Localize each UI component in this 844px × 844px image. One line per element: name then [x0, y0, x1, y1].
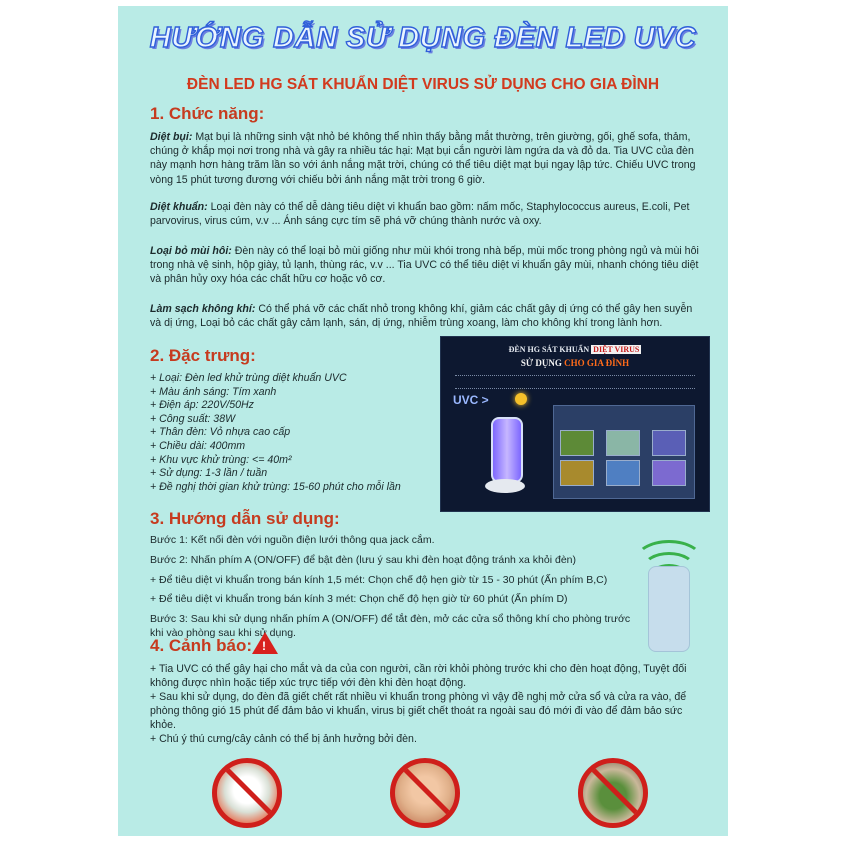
product-promo-image — [440, 336, 710, 512]
germ-icon — [560, 460, 594, 486]
germ-icon — [606, 460, 640, 486]
section1-heading: 1. Chức năng: — [150, 104, 265, 123]
lamp-base — [485, 479, 525, 493]
lamp-tube — [491, 417, 523, 483]
item-text: Mạt bụi là những sinh vật nhỏ bé không thể nhìn thấy bằng mắt thường, trên giường, gối, ghế sofa, thảm, chúng ở khắp mọi nơi trong nhà và gây ra nhiều tác hại: Mạt bụi cắn người làm ngứa da và đỏ da. Tia UVC của đèn này mạnh hơn hàng trăm lần so với ánh nắng mặt trời, chúng có thể tiêu diệt mạt bụi ngay lập tức. Chiếu UVC trong vòng 15 phút tương đương với chiếu bởi ánh nắng mặt trời trong 6 giờ. — [150, 131, 696, 186]
sun-icon — [515, 393, 527, 405]
warning-item: + Sau khi sử dụng, do đèn đã giết chết rất nhiều vi khuẩn trong phòng vì vậy đề nghị mở cửa sổ và cửa ra vào, để phòng thông gió 15 phút để đảm bảo vi khuẩn, virus bị giết chết thoát ra ngoài sau đó mới đi vào để đảm bảo sức khỏe. — [150, 691, 687, 731]
no-pets-icon — [212, 758, 282, 828]
spec-item: + Thân đèn: Vỏ nhựa cao cấp — [150, 426, 291, 439]
promo-uvc-label: UVC > — [453, 393, 489, 407]
item-text: Có thể phá vỡ các chất nhỏ trong không khí, giảm các chất gây dị ứng có thể gây hen suyễn và dị ứng, Loại bỏ các chất gây cảm lạnh, sán, dị ứng, nhiễm trùng xoang, làm cho không khí trong lành hơn. — [150, 303, 693, 330]
usage-step: + Để tiêu diệt vi khuẩn trong bán kính 3 mét: Chọn chế độ hẹn giờ từ 60 phút (Ấn phím D) — [150, 593, 568, 606]
promo-line2-b: CHO GIA ĐÌNH — [564, 358, 630, 368]
germ-icon — [652, 460, 686, 486]
promo-line2 — [441, 358, 709, 368]
usage-step: Bước 2: Nhấn phím A (ON/OFF) để bật đèn (lưu ý sau khi đèn hoạt động tránh xa khỏi đèn) — [150, 553, 577, 566]
spec-item: + Chiều dài: 400mm — [150, 439, 246, 452]
section1-item-odor — [150, 244, 706, 287]
spec-item: + Sử dụng: 1-3 lần / tuần — [150, 467, 268, 480]
instruction-poster — [118, 6, 728, 836]
promo-line1 — [441, 345, 709, 354]
promo-line1-a: ĐÈN HG SÁT KHUẨN — [508, 345, 590, 354]
section1-item-air — [150, 302, 706, 330]
warning-item: + Chú ý thú cưng/cây cảnh có thể bị ảnh hưởng bởi đèn. — [150, 733, 417, 745]
section3-heading: 3. Hướng dẫn sử dụng: — [150, 509, 340, 528]
promo-fine-print — [455, 375, 695, 389]
no-baby-icon — [390, 758, 460, 828]
item-label: Làm sạch không khí: — [150, 303, 256, 315]
usage-step: Bước 3: Sau khi sử dụng nhấn phím A (ON/OFF) để tắt đèn, mở các cửa sổ thông khí cho phòng trước khi vào phòng sau khi sử dụng. — [150, 613, 631, 639]
item-label: Diệt khuẩn: — [150, 201, 208, 213]
usage-step: Bước 1: Kết nối đèn với nguồn điện lưới thông qua jack cắm. — [150, 534, 435, 546]
warning-list — [150, 662, 706, 746]
item-label: Diệt bụi: — [150, 131, 193, 143]
warning-item: + Tia UVC có thể gây hại cho mắt và da của con người, cần rời khỏi phòng trước khi cho đèn hoạt động, Tuyệt đối không được nhìn hoặc tiếp xúc trực tiếp với đèn khi đèn hoạt động. — [150, 663, 687, 689]
remote-control-icon — [648, 566, 690, 652]
germ-icon — [560, 430, 594, 456]
spec-item: + Điện áp: 220V/50Hz — [150, 399, 254, 412]
promo-line2-a: SỬ DỤNG — [520, 358, 562, 368]
germ-icon — [652, 430, 686, 456]
spec-item: + Khu vực khử trùng: <= 40m² — [150, 453, 292, 466]
spec-item: + Đề nghị thời gian khử trùng: 15-60 phút cho mỗi lần — [150, 480, 401, 493]
no-plants-icon — [578, 758, 648, 828]
spec-item: + Công suất: 38W — [150, 412, 236, 425]
usage-steps — [150, 534, 720, 647]
germ-icon — [606, 430, 640, 456]
item-label: Loại bỏ mùi hôi: — [150, 245, 232, 257]
section1-item-bacteria — [150, 200, 706, 228]
promo-line1-b: DIỆT VIRUS — [593, 345, 640, 354]
section2-heading: 2. Đặc trưng: — [150, 346, 256, 365]
item-text: Đèn này có thể loại bỏ mùi giống như mùi khói trong nhà bếp, mùi mốc trong phòng ngủ và mùi hôi trong nhà vệ sinh, hộp giày, tủ lạnh, thùng rác, v.v ... Tia UVC có thể tiêu diệt vi khuẩn gây mùi, nhanh chóng tiêu diệt và phân hủy oxy hóa các chất hữu cơ hoặc vô cơ. — [150, 245, 699, 286]
spec-list — [150, 372, 401, 494]
poster-subtitle: ĐÈN LED HG SÁT KHUẨN DIỆT VIRUS SỬ DỤNG CHO GIA ĐÌNH — [186, 76, 660, 93]
germ-grid-card — [553, 405, 695, 499]
section1-item-dust — [150, 130, 706, 187]
item-text: Loại đèn này có thể dễ dàng tiêu diệt vi khuẩn bao gồm: nấm mốc, Staphylococcus aureus, E.coli, Pet parvovirus, virus cúm, v.v ... Ánh sáng cực tím sẽ phá vỡ chúng thành nước và oxy. — [150, 201, 690, 228]
uvc-lamp-icon — [483, 417, 527, 497]
warning-exclamation: ! — [262, 639, 266, 653]
spec-item: + Loại: Đèn led khử trùng diệt khuẩn UVC — [150, 372, 347, 384]
usage-step: + Để tiêu diệt vi khuẩn trong bán kính 1,5 mét: Chọn chế độ hẹn giờ từ 15 - 30 phút (Ấn phím B,C) — [150, 573, 608, 586]
spec-item: + Màu ánh sáng: Tím xanh — [150, 385, 277, 398]
poster-title: HƯỚNG DẪN SỬ DỤNG ĐÈN LED UVC — [149, 22, 697, 54]
section4-heading: 4. Cảnh báo: — [150, 636, 253, 655]
